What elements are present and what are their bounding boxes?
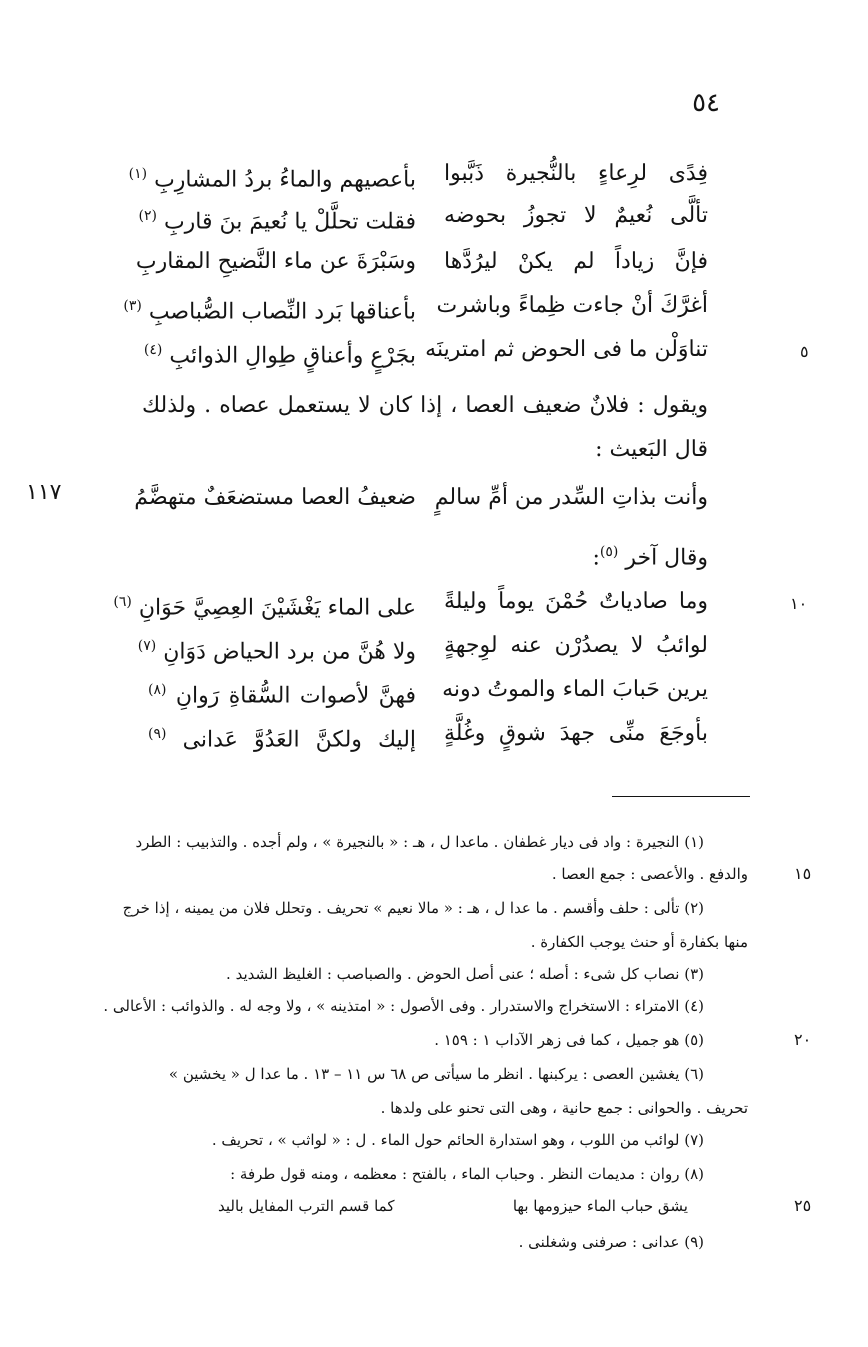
footnote-ref: (٥): [599, 544, 619, 560]
footnote-5: (٥) هو جميل ، كما فى زهر الآداب ١ : ١٥٩ .: [434, 1031, 704, 1049]
footnote-6: (٦) يغشين العصى : يركبنها . انظر ما سيأتى ص ٦٨ س ١١ – ١٣ . ما عدا ل « يخشين »: [168, 1065, 704, 1083]
verse-second-hemistich: ولا هُنَّ من برد الحياض دَوَانِ $^{(٧)}$: [137, 638, 416, 665]
verse-first-hemistich: وما صادياتٌ حُمْنَ يوماً وليلةً: [444, 589, 708, 614]
verse-line: [138, 196, 708, 236]
verse-first-hemistich: يرين حَبابَ الماء والموتُ دونه: [442, 677, 708, 702]
verse-line: [148, 670, 708, 710]
footnote-ref: (٨): [148, 682, 167, 698]
verse-second-hemistich: بأعناقها بَرد النِّصاب الصُّباصبِ $^{(٣)}$: [123, 298, 416, 325]
verse-second-hemistich: إليك ولكنَّ العَدُوَّ عَدانى $^{(٩)}$: [148, 726, 417, 753]
line-number-marker: ١٥: [794, 864, 812, 883]
verse-second-hemistich: وسَبْرَةَ عن ماء النَّضيحِ المقاربِ: [135, 249, 416, 274]
footnote-1: (١) النجيرة : واد فى ديار غطفان . ماعدا ل ، هـ : « بالنجيرة » ، ولم أجده . والتذبيب : الطرد: [135, 833, 704, 851]
footnote-8: (٨) روان : مديمات النظر . وحباب الماء ، بالفتح : معظمه ، ومنه قول طرفة :: [230, 1165, 704, 1183]
quote-second-hemistich: كما قسم الترب المفايل باليد: [218, 1197, 395, 1215]
footnote-ref: (١): [128, 166, 148, 182]
verse-first-hemistich: فإنَّ زياداً لم يكنْ ليرُدَّها: [444, 249, 708, 274]
verse-first-hemistich: تناوَلْن ما فى الحوض ثم امترينَه: [425, 337, 708, 362]
line-number-marker: ١٠: [790, 594, 808, 613]
verse-line: [123, 286, 708, 326]
verse-first-hemistich: فِدًى لرِعاءٍ بالنُّجيرة ذَبَّبوا: [444, 161, 708, 186]
footnote-6-continued: تحريف . والحوانى : جمع حانية ، وهى التى تحنو على ولدها .: [380, 1099, 748, 1117]
footnote-ref: (٢): [138, 208, 157, 224]
verse-first-hemistich: لوائبُ لا يصدُرْن عنه لوِجهةٍ: [444, 633, 708, 658]
verse-line: [135, 242, 708, 282]
verse-line: [113, 582, 708, 622]
page-number: ٥٤: [692, 88, 720, 118]
verse-second-hemistich: بأعصيهم والماءُ بردُ المشارِبِ $^{(١)}$: [128, 166, 416, 193]
footnote-ref: (٣): [123, 298, 142, 314]
line-number-marker: ٢٠: [794, 1030, 812, 1049]
verse-second-hemistich: بجَرْعٍ وأعناقٍ طِوالِ الذوائبِ $^{(٤)}$: [143, 342, 416, 369]
verse-second-hemistich: فقلت تحلَّلْ يا نُعيمَ بنَ قاربِ $^{(٢)}$: [138, 208, 416, 235]
footnote-ref: (٤): [143, 342, 163, 358]
verse-second-hemistich: ضعيفُ العصا مستضعَفٌ متهضَّمُ: [134, 485, 416, 510]
verse-second-hemistich: فهنَّ لأصوات السُّقاةِ رَوانِ $^{(٨)}$: [148, 682, 416, 709]
footnote-ref: (٩): [148, 726, 167, 742]
line-number-marker: ٥: [800, 342, 809, 361]
quote-first-hemistich: يشق حباب الماء حيزومها بها: [512, 1197, 688, 1215]
prose-paragraph: ويقول : فلانٌ ضعيف العصا ، إذا كان لا يستعمل عصاه . ولذلك قال البَعيث :: [142, 393, 708, 462]
prose-paragraph: وقال آخر $^{(٥)}$:: [592, 544, 708, 571]
footnote-divider: [612, 796, 750, 797]
footnote-2: (٢) تألى : حلف وأقسم . ما عدا ل ، هـ : « مالا نعيم » تحريف . وتحلل فلان من يمينه ، إذا خرج: [122, 899, 704, 917]
verse-line: [128, 154, 708, 194]
verse-first-hemistich: وأنت بذاتِ السِّدر من أمِّ سالمٍ: [434, 485, 708, 510]
verse-first-hemistich: أغرَّكَ أنْ جاءت ظِماءً وباشرت: [436, 293, 708, 318]
footnote-9: (٩) عدانى : صرفنى وشغلنى .: [518, 1233, 704, 1251]
footnote-7: (٧) لوائب من اللوب ، وهو استدارة الحائم حول الماء . ل : « لواثب » ، تحريف .: [211, 1131, 704, 1149]
footnote-ref: (٦): [113, 594, 132, 610]
verse-line: [143, 330, 708, 370]
footnote-2-continued: منها بكفارة أو حنث يوجب الكفارة .: [530, 933, 748, 951]
footnote-ref: (٧): [137, 638, 157, 654]
line-number-marker: ٢٥: [794, 1196, 812, 1215]
footnote-3: (٣) نصاب كل شىء : أصله ؛ عنى أصل الحوض . والصباصب : الغليظ الشديد .: [226, 965, 704, 983]
footnote-1-continued: والدفع . والأعصى : جمع العصا .: [551, 865, 748, 883]
original-page-reference: ١١٧: [26, 480, 62, 505]
verse-first-hemistich: بأوجَعَ منِّى جهدَ شوقٍ وغُلَّةٍ: [444, 721, 708, 746]
verse-second-hemistich: على الماء يَغْشَيْنَ العِصِيَّ حَوَانِ $^{(٦)}$: [113, 594, 416, 621]
verse-first-hemistich: تألَّى نُعيمٌ لا تجوزُ بحوضه: [444, 203, 708, 228]
footnote-4: (٤) الامتراء : الاستخراج والاستدرار . وفى الأصول : « امتذينه » ، ولا وجه له . والذوائب : الأعالى .: [103, 997, 704, 1015]
verse-line: [134, 478, 708, 518]
verse-line: [148, 714, 708, 754]
verse-line: [137, 626, 708, 666]
